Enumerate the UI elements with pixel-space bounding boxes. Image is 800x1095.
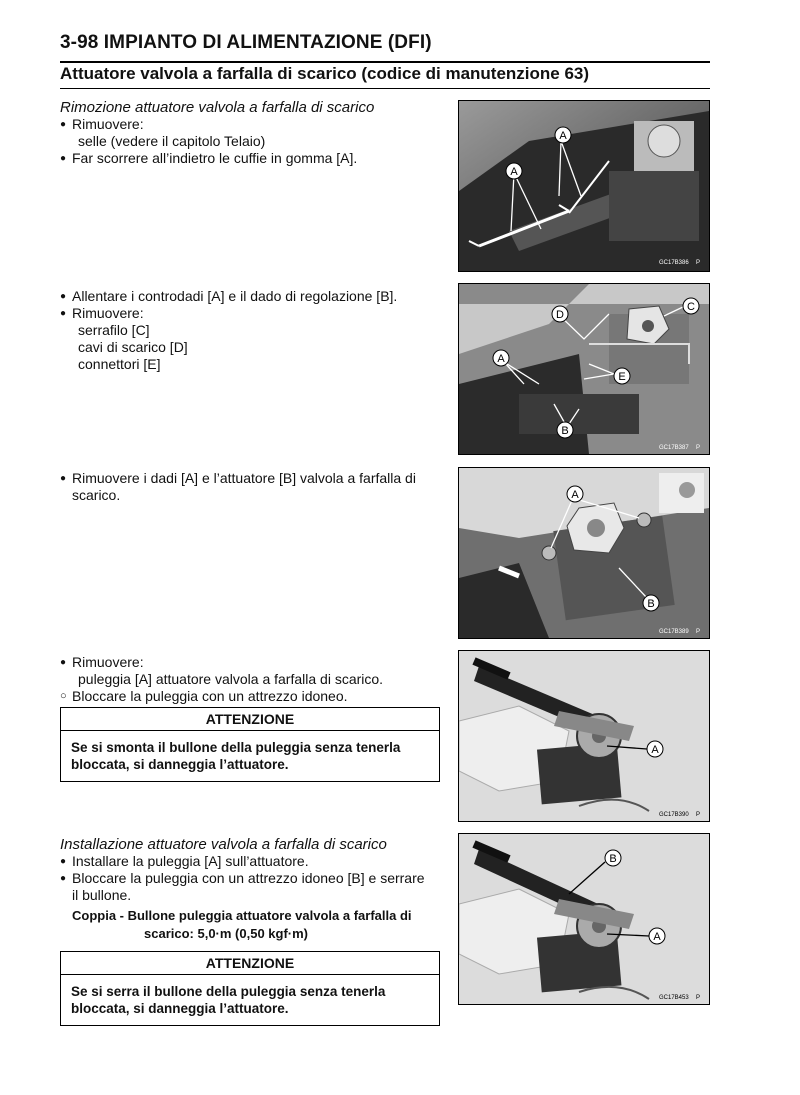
torque-value: scarico: 5,0·m (0,50 kgf·m) [144,926,309,941]
callout-label: A [571,489,579,501]
photo-code: GC17B389 [659,629,689,635]
warning-box-installation [60,951,440,1026]
photo-illustration [459,101,709,271]
callout-label: D [556,309,564,321]
photo-code: GC17B386 [659,260,689,266]
section-rule [60,88,710,89]
warning-line: Se si serra il bullone della puleggia senza tenerla [71,984,386,999]
bullet-bloccare: ● Bloccare la puleggia con un attrezzo idoneo [B] e serrare [60,870,445,887]
photo-rubber-boots [458,100,710,272]
photo-code: GC17B387 [659,445,689,451]
photo-pulley-removal [458,650,710,822]
photo-code: GC17B390 [659,812,689,818]
bullet-installare: ● Installare la puleggia [A] sull’attuatore. [60,853,445,870]
installation-steps [60,836,445,904]
callout-label: A [559,130,567,142]
note-bloccare: ○ Bloccare la puleggia con un attrezzo idoneo. [60,688,445,705]
warning-body [61,975,439,1025]
bullet-dadi: ● Rimuovere i dadi [A] e l’attuatore [B] valvola a farfalla di [60,470,445,487]
removal-step-1 [60,99,445,167]
photo-illustration [459,468,709,638]
torque-spec [72,907,444,943]
callout-label: A [510,166,518,178]
chapter-title: 3-98 IMPIANTO DI ALIMENTAZIONE (DFI) [60,32,432,53]
bullet-rimuovere-2: ● Rimuovere: [60,305,445,322]
removal-heading: Rimozione attuatore valvola a farfalla di scarico [60,99,375,116]
warning-body [61,731,439,781]
warning-line: Se si smonta il bullone della puleggia senza tenerla [71,740,401,755]
sub-item-cavi: cavi di scarico [D] [78,339,188,355]
callout-label: A [651,744,659,756]
installation-heading: Installazione attuatore valvola a farfalla di scarico [60,836,387,853]
bullet-dadi-cont: scarico. [72,487,121,503]
callout-label: B [561,425,569,437]
photo-code-suffix: P [696,260,701,266]
callout-label: C [687,301,695,313]
bullet-cuffie: ● Far scorrere all’indietro le cuffie in gomma [A]. [60,150,445,167]
photo-code-suffix: P [696,445,701,451]
header-rule [60,61,710,63]
sub-item-selle: selle (vedere il capitolo Telaio) [78,133,266,149]
callout-label: B [609,853,617,865]
warning-line: bloccata, si danneggia l’attuatore. [71,1001,289,1016]
section-title: Attuatore valvola a farfalla di scarico (codice di manutenzione 63) [60,64,590,83]
callout-label: E [618,371,626,383]
warning-line: bloccata, si danneggia l’attuatore. [71,757,289,772]
bullet-allentare: ● Allentare i controdadi [A] e il dado di regolazione [B]. [60,288,445,305]
photo-illustration [459,834,709,1004]
sub-item-puleggia: puleggia [A] attuatore valvola a farfalla di scarico. [78,671,384,687]
photo-pulley-install [458,833,710,1005]
callout-label: A [653,931,661,943]
removal-step-4 [60,654,445,705]
photo-illustration [459,284,709,454]
photo-code-suffix: P [696,812,701,818]
bullet-rimuovere-3: ● Rimuovere: [60,654,445,671]
photo-locknuts [458,283,710,455]
bullet-rimuovere: ● Rimuovere: [60,116,445,133]
photo-code: GC17B453 [659,995,689,1001]
photo-illustration [459,651,709,821]
torque-line: Coppia - Bullone puleggia attuatore valvola a farfalla di [72,908,412,923]
photo-code-suffix: P [696,629,701,635]
bullet-bloccare-cont: il bullone. [72,887,132,903]
warning-title: ATTENZIONE [61,708,439,731]
removal-step-2 [60,288,445,373]
warning-box-removal [60,707,440,782]
removal-step-3 [60,470,445,504]
sub-item-serrafilo: serrafilo [C] [78,322,150,338]
callout-label: A [497,353,505,365]
sub-item-connettori: connettori [E] [78,356,161,372]
photo-code-suffix: P [696,995,701,1001]
photo-actuator-nuts [458,467,710,639]
callout-label: B [647,598,655,610]
warning-title: ATTENZIONE [61,952,439,975]
